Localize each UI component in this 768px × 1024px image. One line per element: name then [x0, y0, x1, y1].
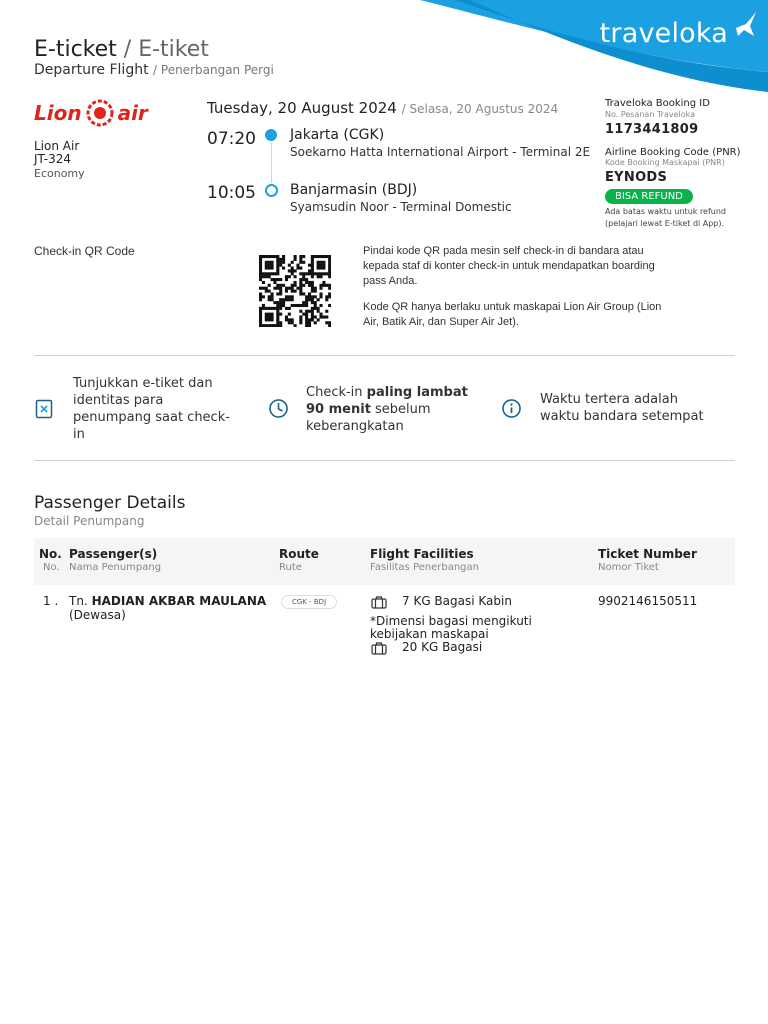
pnr-label-local: Kode Booking Maskapai (PNR): [605, 158, 725, 167]
col-header-no-local: No.: [43, 562, 60, 573]
info-checkin-deadline: Check-in paling lambat 90 menit sebelum keberangkatan: [306, 385, 468, 434]
departure-time: 07:20: [207, 129, 256, 149]
checkin-qr-label: Check-in QR Code: [34, 244, 135, 258]
bird-icon: [732, 10, 758, 40]
checkin-qr-note: Kode QR hanya berlaku untuk maskapai Lion Air Group (Lion Air, Batik Air, dan Super Air Jet).: [363, 301, 662, 328]
col-header-route-local: Rute: [279, 562, 302, 573]
arrival-airport: Syamsudin Noor - Terminal Domestic: [290, 200, 512, 214]
checkin-instructions: Pindai kode QR pada mesin self check-in di bandara atau kepada staf di konter check-in untuk mendapatkan boarding pass Anda.: [363, 245, 655, 287]
passenger-name: Tn. HADIAN AKBAR MAULANA: [69, 594, 267, 608]
col-header-ticket: Ticket Number: [598, 547, 697, 561]
passenger-details-subtitle: Detail Penumpang: [34, 514, 145, 528]
col-header-passenger-local: Nama Penumpang: [69, 562, 162, 573]
pnr-label: Airline Booking Code (PNR): [605, 147, 741, 158]
booking-id-label-local: No. Pesanan Traveloka: [605, 110, 696, 119]
facility-cabin-baggage: 7 KG Bagasi Kabin: [402, 594, 512, 608]
info-show-eticket: Tunjukkan e-tiket dan identitas para penumpang saat check-in: [73, 376, 230, 442]
checkin-qr-code: [259, 255, 331, 327]
arrival-city: Banjarmasin (BDJ): [290, 182, 418, 198]
traveloka-logo: traveloka: [599, 18, 728, 49]
col-header-route: Route: [279, 547, 319, 561]
divider-top: [34, 355, 735, 356]
route-badge: CGK - BDJ: [281, 595, 337, 609]
col-header-facilities: Flight Facilities: [370, 547, 474, 561]
arrival-dot: [265, 184, 278, 197]
col-header-ticket-local: Nomor Tiket: [598, 562, 659, 573]
booking-id-value: 1173441809: [605, 122, 699, 137]
airline-name: Lion Air: [34, 139, 80, 153]
facility-note: *Dimensi bagasi mengikuti kebijakan maskapai: [370, 614, 532, 641]
lion-emblem-icon: [85, 98, 115, 128]
refund-badge: BISA REFUND: [605, 189, 693, 204]
passenger-type: (Dewasa): [69, 608, 126, 622]
booking-id-label: Traveloka Booking ID: [605, 98, 710, 109]
flight-number: JT-324: [34, 152, 72, 166]
passenger-no: 1 .: [43, 594, 59, 608]
info-icon: [501, 398, 522, 419]
info-local-time: Waktu tertera adalah waktu bandara setempat: [540, 392, 704, 424]
cabin-class: Economy: [34, 167, 85, 180]
facility-checked-baggage: 20 KG Bagasi: [402, 640, 483, 654]
col-header-facilities-local: Fasilitas Penerbangan: [370, 562, 479, 573]
id-card-icon: [35, 399, 53, 419]
flight-date: Tuesday, 20 August 2024 / Selasa, 20 Agustus 2024: [207, 99, 559, 117]
ticket-number: 9902146150511: [598, 594, 698, 608]
refund-note-2: (pelajari lewat E-tiket di App).: [605, 219, 725, 228]
luggage-icon: [371, 596, 387, 609]
arrival-time: 10:05: [207, 183, 256, 203]
luggage-icon: [371, 642, 387, 655]
page-subtitle: Departure Flight / Penerbangan Pergi: [34, 62, 274, 78]
clock-icon: [268, 398, 289, 419]
departure-city: Jakarta (CGK): [290, 127, 385, 143]
timeline-line: [271, 143, 272, 183]
col-header-no: No.: [39, 547, 62, 561]
departure-airport: Soekarno Hatta International Airport - Terminal 2E: [290, 145, 591, 159]
col-header-passenger: Passenger(s): [69, 547, 158, 561]
refund-note-1: Ada batas waktu untuk refund: [605, 207, 727, 216]
passenger-details-title: Passenger Details: [34, 493, 186, 513]
departure-dot: [265, 129, 277, 141]
page-title: E-ticket / E-tiket: [34, 37, 209, 62]
divider-bottom: [34, 460, 735, 461]
pnr-value: EYNODS: [605, 170, 668, 185]
airline-logo: Lion air: [34, 98, 148, 128]
